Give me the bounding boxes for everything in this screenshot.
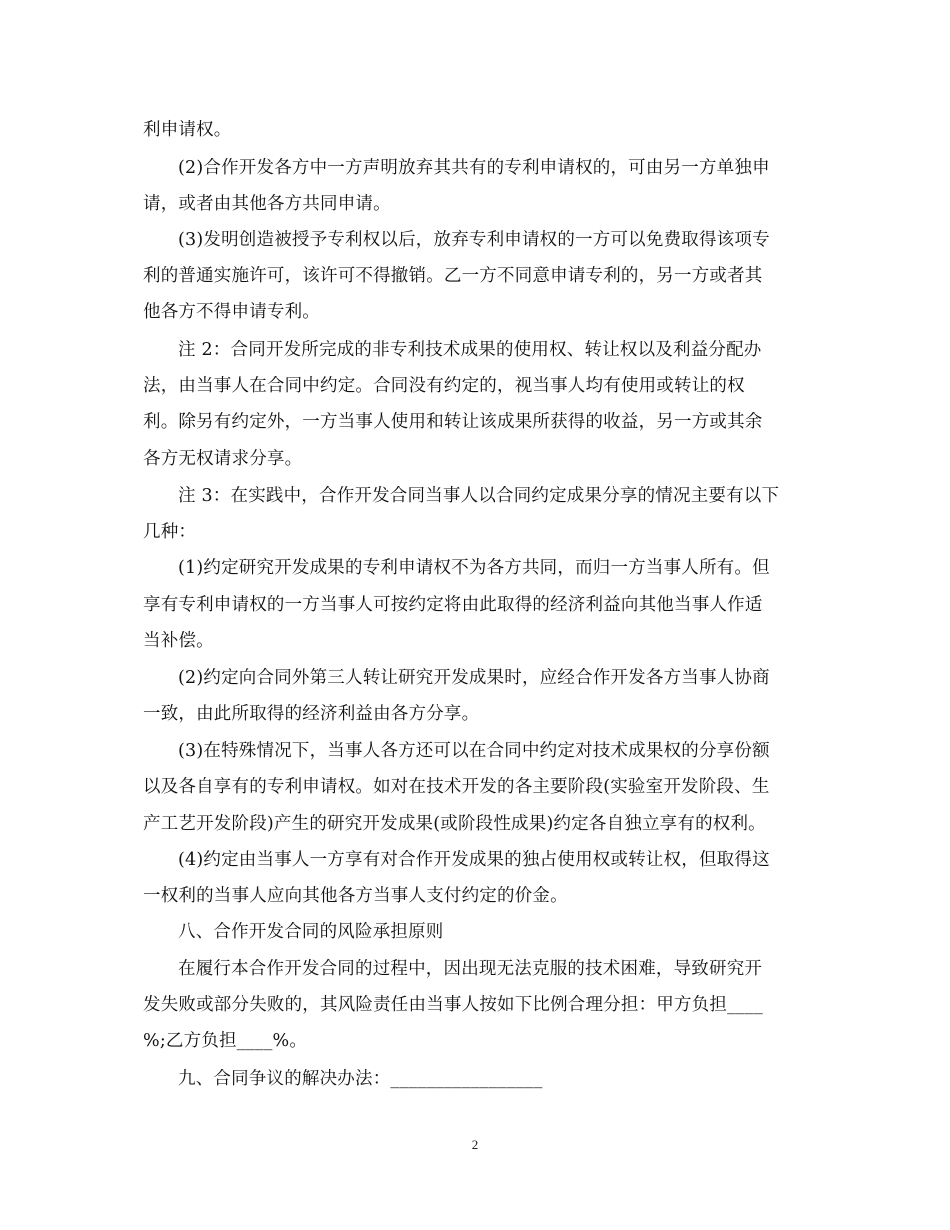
text-line-6: 他各方不得申请专利。 xyxy=(143,302,320,322)
text-line-16: (2)约定向合同外第三人转让研究开发成果时，应经合作开发各方当事人协商 xyxy=(178,668,770,688)
text-line-3: 请，或者由其他各方共同申请。 xyxy=(143,194,391,214)
text-line-22: 一权利的当事人应向其他各方当事人支付约定的价金。 xyxy=(143,886,568,906)
section-heading-9: 九、合同争议的解决办法：_________________ xyxy=(178,1069,543,1089)
text-line-13: (1)约定研究开发成果的专利申请权不为各方共同，而归一方当事人所有。但 xyxy=(178,558,770,578)
text-line-10: 各方无权请求分享。 xyxy=(143,449,303,469)
text-line-19: 以及各自享有的专利申请权。如对在技术开发的各主要阶段(实验室开发阶段、生 xyxy=(143,777,770,797)
section-heading-8: 八、合作开发合同的风险承担原则 xyxy=(178,922,444,942)
page-number: 2 xyxy=(471,1137,479,1152)
text-line-12: 几种： xyxy=(143,522,197,542)
text-line-7: 注 2：合同开发所完成的非专利技术成果的使用权、转让权以及利益分配办 xyxy=(178,340,762,360)
text-line-17: 一致，由此所取得的经济利益由各方分享。 xyxy=(143,704,480,724)
text-line-14: 享有专利申请权的一方当事人可按约定将由此取得的经济利益向其他当事人作适 xyxy=(143,595,763,615)
text-line-24: 在履行本合作开发合同的过程中，因出现无法克服的技术困难，导致研究开 xyxy=(178,959,763,979)
text-line-8: 法，由当事人在合同中约定。合同没有约定的，视当事人均有使用或转让的权 xyxy=(143,376,745,396)
text-line-15: 当补偿。 xyxy=(143,631,214,651)
text-line-26: %;乙方负担____%。 xyxy=(143,1031,308,1051)
text-line-18: (3)在特殊情况下，当事人各方还可以在合同中约定对技术成果权的分享份额 xyxy=(178,741,770,761)
text-line-9: 利。除另有约定外，一方当事人使用和转让该成果所获得的收益，另一方或其余 xyxy=(143,412,763,432)
text-line-2: (2)合作开发各方中一方声明放弃其共有的专利申请权的，可由另一方单独申 xyxy=(178,158,770,178)
text-line-21: (4)约定由当事人一方享有对合作开发成果的独占使用权或转让权，但取得这 xyxy=(178,850,770,870)
text-line-5: 利的普通实施许可，该许可不得撤销。乙一方不同意申请专利的，另一方或者其 xyxy=(143,266,763,286)
text-line-25: 发失败或部分失败的，其风险责任由当事人按如下比例合理分担：甲方负担____ xyxy=(143,995,763,1015)
text-line-20: 产工艺开发阶段)产生的研究开发成果(或阶段性成果)约定各自独立享有的权利。 xyxy=(143,814,766,834)
text-line-11: 注 3：在实践中，合作开发合同当事人以合同约定成果分享的情况主要有以下 xyxy=(178,486,780,506)
text-line-4: (3)发明创造被授予专利权以后，放弃专利申请权的一方可以免费取得该项专 xyxy=(178,230,770,250)
text-line-1: 利申请权。 xyxy=(143,120,232,140)
